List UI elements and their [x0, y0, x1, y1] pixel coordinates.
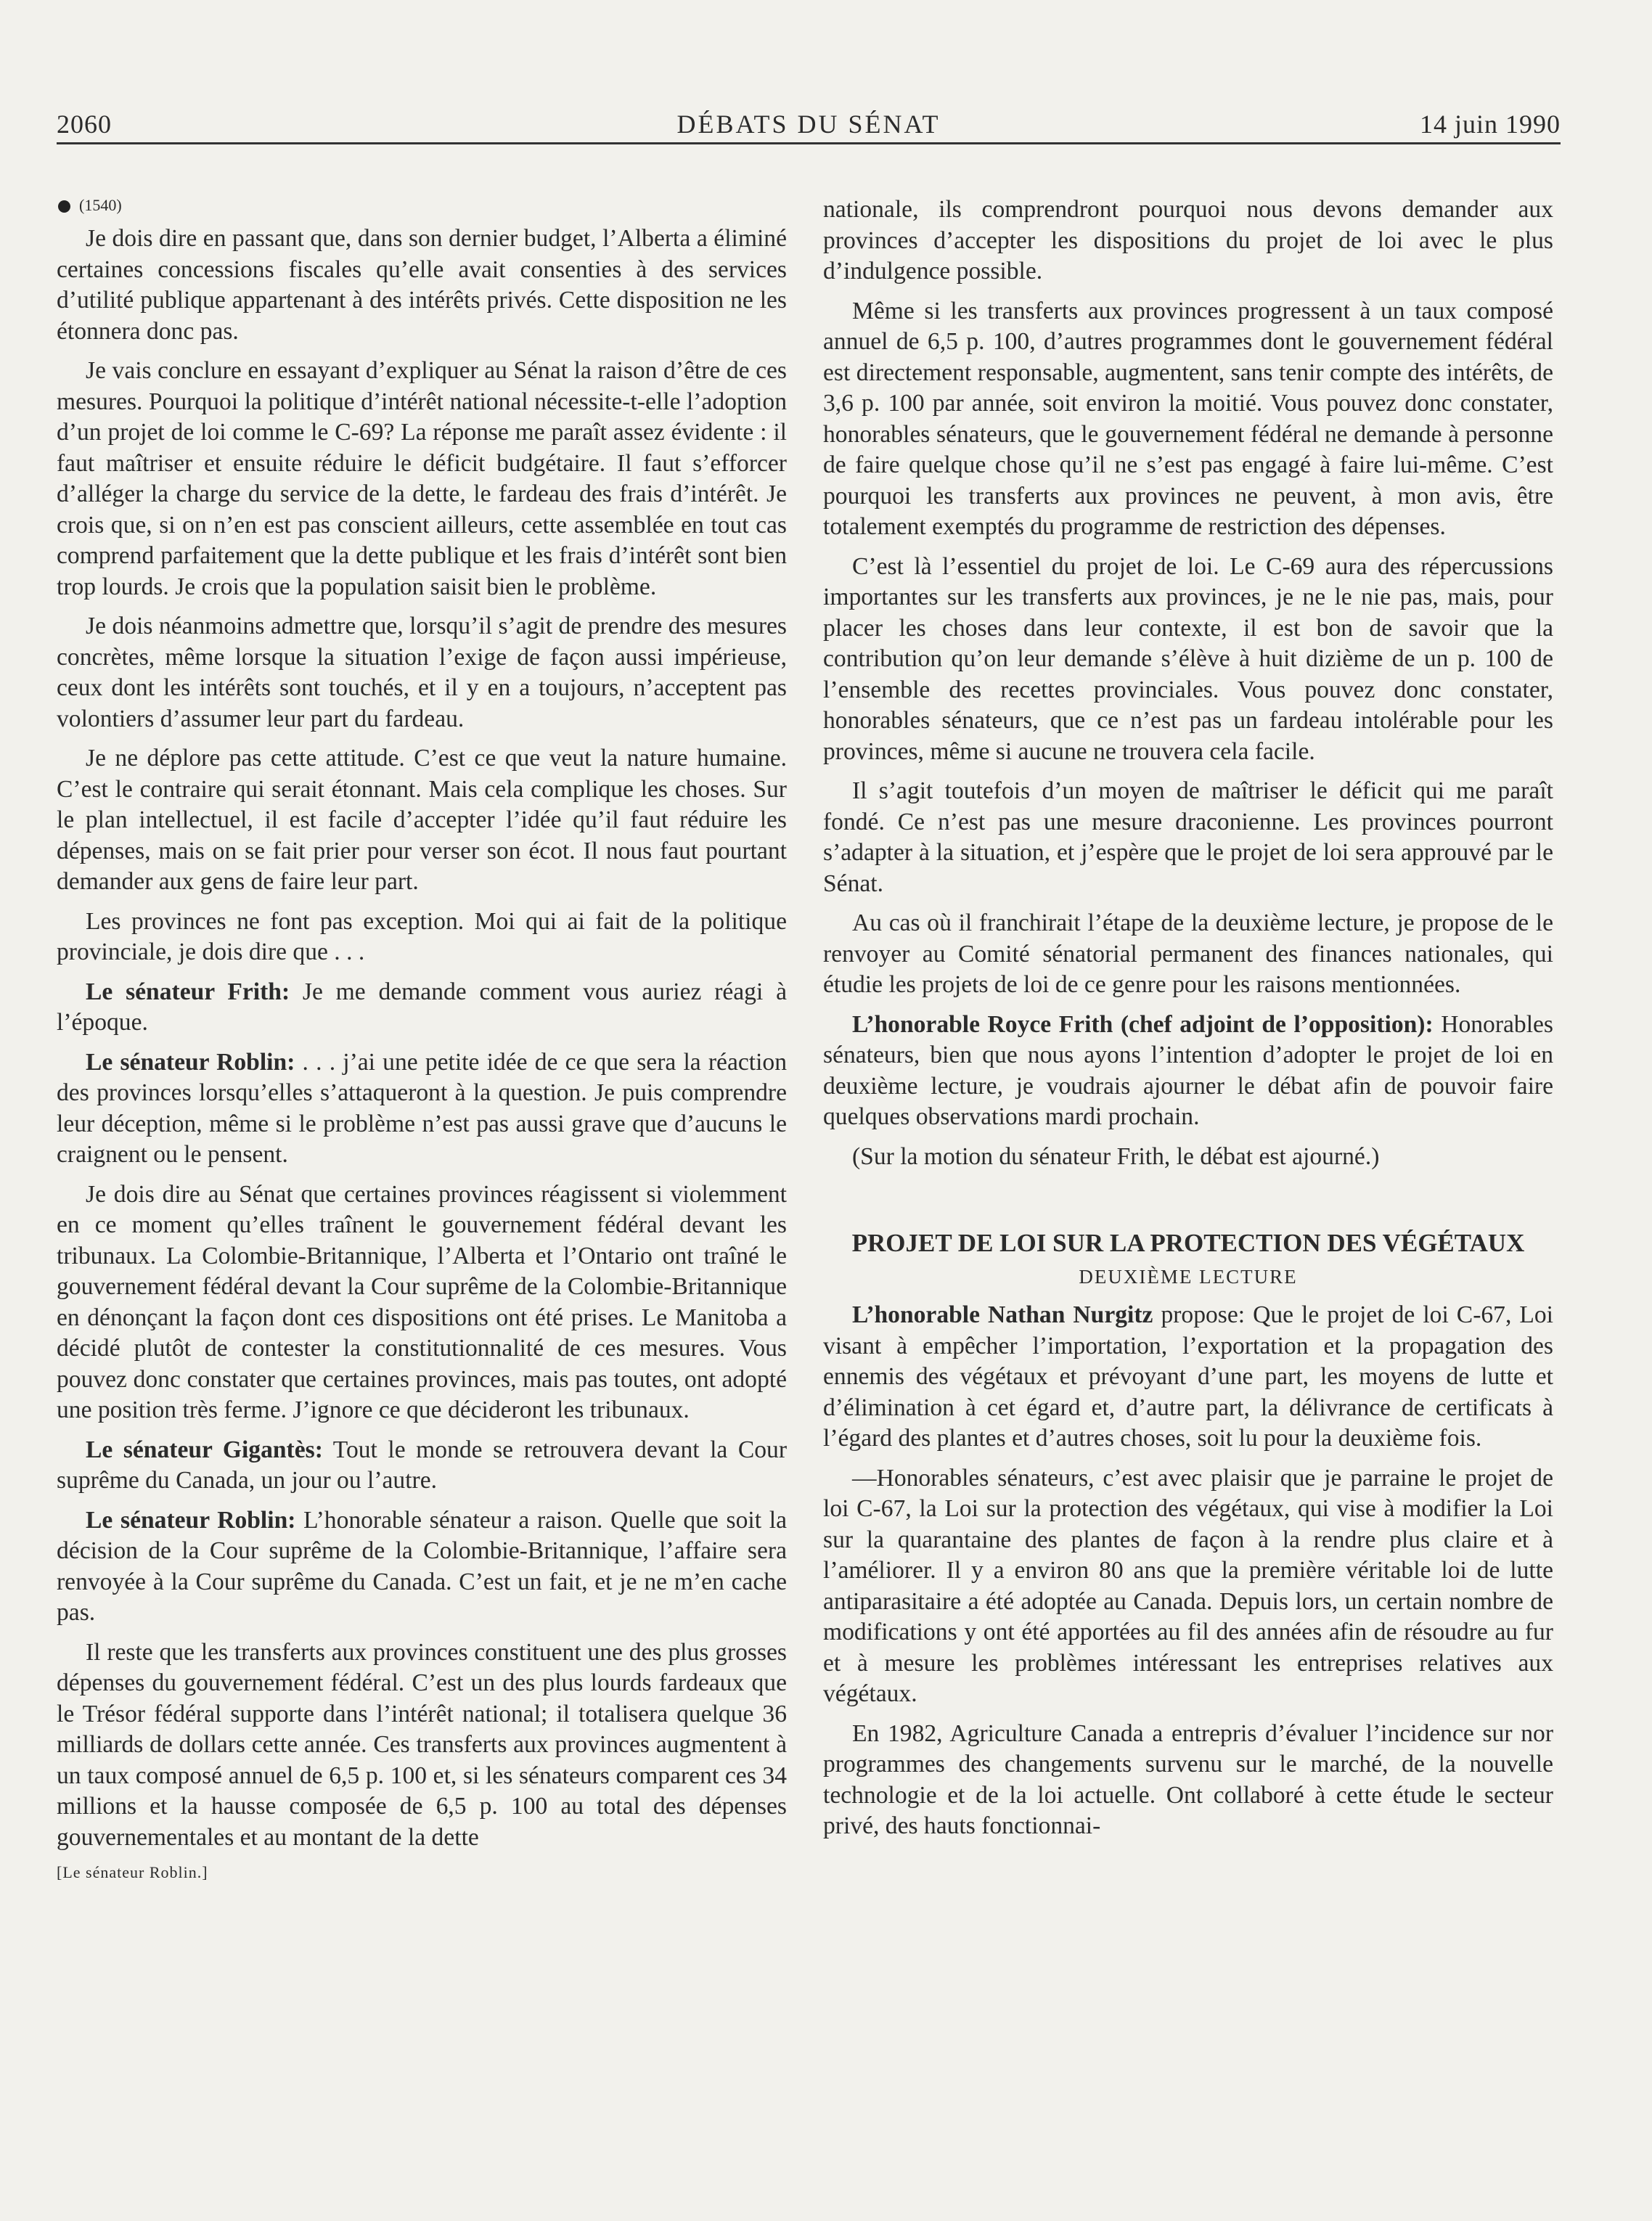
paragraph-text: Je vais conclure en essayant d’expliquer au Sénat la raison d’être de ces mesures. Pourquoi la politique d’intérêt national nécessite-t-elle l’adoption d’un projet de loi comme le C-69? La réponse me paraît assez évidente : il faut maîtriser et ensuite réduire le déficit budgétaire. Il faut s’efforcer d’alléger la charge du service de la dette, le fardeau des frais d’intérêt. Je crois que, si on n’en est pas conscient ailleurs, cette assemblée en tout cas comprend parfaitement que la dette publique et les frais d’intérêt sont bien trop lourds. Je crois que la population saisit bien le problème.	[57, 357, 787, 600]
paragraph	[57, 1637, 787, 1854]
paragraph-text: Même si les transferts aux provinces progressent à un taux composé annuel de 6,5 p. 100, d’autres programmes dont le gouvernement fédéral est directement responsable, augmentent, sans tenir compte des intérêts, de 3,6 p. 100 par année, soit environ la moitié. Vous pouvez donc constater, honorables sénateurs, que le gouvernement fédéral ne demande à personne de faire quelque chose qu’il ne s’est pas engagé à faire lui-même. C’est pourquoi les transferts aux provinces ne peuvent, à mon avis, être totalement exemptés du programme de restriction des dépenses.	[823, 297, 1553, 540]
paragraph-text: Je dois néanmoins admettre que, lorsqu’il s’agit de prendre des mesures concrètes, même lorsque la situation l’exige de façon aussi impérieuse, ceux dont les intérêts sont touchés, et il y en a toujours, n’acceptent pas volontiers d’assumer leur part du fardeau.	[57, 613, 787, 732]
paragraph-text: Au cas où il franchirait l’étape de la deuxième lecture, je propose de le renvoyer au Comité sénatorial permanent des finances nationales, qui étudie les projets de loi de ce genre pour les raisons mentionnées.	[823, 909, 1553, 998]
paragraph	[823, 296, 1553, 543]
paragraph	[57, 743, 787, 898]
speaker-name: Le sénateur Gigantès:	[86, 1436, 323, 1463]
paragraph	[57, 1505, 787, 1629]
paragraph	[57, 1435, 787, 1497]
speaker-name: Le sénateur Roblin:	[86, 1506, 296, 1534]
left-column	[57, 195, 787, 1883]
paragraph-text: Je dois dire en passant que, dans son dernier budget, l’Alberta a éliminé certaines concessions fiscales qu’elle avait consenties à des services d’utilité publique appartenant à des intérêts privés. Cette disposition ne les étonnera donc pas.	[57, 225, 787, 345]
paragraph	[823, 776, 1553, 899]
paragraph-text: C’est là l’essentiel du projet de loi. Le C-69 aura des répercussions importantes sur les transferts aux provinces, je ne le nie pas, mais, pour placer les choses dans leur contexte, il est bon de savoir que la contribution qu’on leur demande s’élève à huit dizième de un p. 100 de l’ensemble des recettes provinciales. Vous pouvez donc constater, honorables sénateurs, que ce n’est pas un fardeau intolérable pour les provinces, même si aucune ne trouvera cela facile.	[823, 552, 1553, 765]
speaker-name: Le sénateur Roblin:	[86, 1048, 295, 1076]
right-paragraphs-top	[823, 195, 1553, 1172]
paragraph-text: Il reste que les transferts aux provinces constituent une des plus grosses dépenses du gouvernement fédéral. C’est un des plus lourds fardeaux que le Trésor fédéral supporte dans l’intérêt national; il totalisera quelque 36 milliards de dollars cette année. Ces transferts aux provinces augmentent à un taux composé annuel de 6,5 p. 100 et, si les sénateurs comparent ces 34 millions et la hausse composée de 6,5 p. 100 au total des dépenses gouvernementales et au montant de la dette	[57, 1638, 787, 1851]
paragraph-text: En 1982, Agriculture Canada a entrepris d’évaluer l’incidence sur nor programmes des changements survenu sur le marché, de la nouvelle technologie et de la loi actuelle. Ont collaboré à cette étude le secteur privé, des hauts fonctionnai-	[823, 1719, 1553, 1839]
paragraph-text: Je me demande comment vous auriez réagi à l’époque.	[57, 978, 787, 1036]
paragraph-text: nationale, ils comprendront pourquoi nous devons demander aux provinces d’accepter les dispositions du projet de loi avec le plus d’indulgence possible.	[823, 196, 1553, 285]
paragraph	[57, 977, 787, 1039]
paragraph-text: (Sur la motion du sénateur Frith, le débat est ajourné.)	[852, 1142, 1380, 1170]
speaker-name: L’honorable Nathan Nurgitz	[852, 1301, 1153, 1328]
speaker-name: Le sénateur Frith:	[86, 978, 290, 1005]
section-subtitle: DEUXIÈME LECTURE	[1079, 1266, 1298, 1288]
paragraph	[823, 195, 1553, 287]
left-paragraphs	[57, 224, 787, 1853]
paragraph-text: . . . j’ai une petite idée de ce que sera la réaction des provinces lorsqu’elles s’attaqueront à la question. Je puis comprendre leur déception, même si le problème n’est pas aussi grave que d’aucuns le craignent ou le pensent.	[57, 1048, 787, 1168]
paragraph	[823, 552, 1553, 768]
paragraph-text: Tout le monde se retrouvera devant la Cour suprême du Canada, un jour ou l’autre.	[57, 1436, 787, 1494]
paragraph-text: —Honorables sénateurs, c’est avec plaisir que je parraine le projet de loi C-67, la Loi sur la protection des végétaux, qui vise à modifier la Loi sur la quarantaine des plantes de façon à la rendre plus claire et à l’améliorer. Il y a environ 80 ans que la première véritable loi de lutte antiparasitaire a été adoptée au Canada. Depuis lors, un certain nombre de modifications y ont été apportées au fil des années afin de résoudre au fur et à mesure les problèmes intéressant les entreprises relatives aux végétaux.	[823, 1464, 1553, 1707]
section-title: PROJET DE LOI SUR LA PROTECTION DES VÉGÉTAUX	[851, 1229, 1525, 1257]
paragraph-text: Je dois dire au Sénat que certaines provinces réagissent si violemment en ce moment qu’elles traînent le gouvernement fédéral devant les tribunaux. La Colombie-Britannique, l’Alberta et l’Ontario ont traîné le gouvernement fédéral devant la Cour suprême de la Colombie-Britannique en dénonçant la façon dont ces dispositions ont été prises. Le Manitoba a décidé plutôt de contester la constitutionnalité de ces mesures. Vous pouvez donc constater que certaines provinces, mais pas toutes, ont adopté une position très ferme. J’ignore ce que décideront les tribunaux.	[57, 1180, 787, 1423]
paragraph	[823, 1010, 1553, 1133]
right-paragraphs-bottom	[823, 1300, 1553, 1842]
page-date: 14 juin 1990	[1419, 110, 1561, 139]
paragraph-text: propose: Que le projet de loi C-67, Loi visant à empêcher l’importation, l’exportation et la propagation des ennemis des végétaux et prévoyant d’une part, les moyens de lutte et d’élimination à cet égard et, d’autre part, la délivrance de certificats à l’égard des plantes et d’autres choses, soit lu pour la deuxième fois.	[823, 1301, 1553, 1452]
running-title: DÉBATS DU SÉNAT	[676, 110, 941, 139]
right-column	[823, 195, 1553, 1851]
paragraph	[823, 1463, 1553, 1710]
paragraph	[57, 356, 787, 602]
paragraph-text: Honorables sénateurs, bien que nous ayons l’intention d’adopter le projet de loi en deuxième lecture, je voudrais ajourner le débat afin de pouvoir faire quelques observations mardi prochain.	[823, 1010, 1553, 1130]
paragraph-text: L’honorable sénateur a raison. Quelle que soit la décision de la Cour suprême de la Colombie-Britannique, l’affaire sera renvoyée à la Cour suprême du Canada. C’est un fait, et je ne m’en cache pas.	[57, 1506, 787, 1626]
paragraph	[823, 1142, 1553, 1173]
paragraph-text: Les provinces ne font pas exception. Moi qui ai fait de la politique provinciale, je dois dire que . . .	[57, 907, 787, 965]
paragraph	[57, 1179, 787, 1426]
paragraph	[823, 1719, 1553, 1842]
time-marker-label: (1540)	[79, 196, 122, 214]
speaker-name: L’honorable Royce Frith (chef adjoint de l’opposition):	[852, 1010, 1434, 1038]
paragraph-text: Je ne déplore pas cette attitude. C’est ce que veut la nature humaine. C’est le contraire qui serait étonnant. Mais cela complique les choses. Sur le plan intellectuel, il est facile d’accepter l’idée qu’il faut réduire les dépenses, mais on se fait prier pour verser son écot. Il nous faut pourtant demander aux gens de faire leur part.	[57, 745, 787, 895]
footnote: [Le sénateur Roblin.]	[57, 1863, 208, 1881]
page-number: 2060	[57, 110, 112, 139]
bullet-icon	[58, 200, 70, 213]
time-marker	[57, 195, 787, 216]
paragraph	[57, 611, 787, 735]
paragraph	[57, 907, 787, 968]
paragraph	[823, 908, 1553, 1001]
paragraph	[57, 224, 787, 347]
header-rule	[57, 142, 1561, 144]
paragraph-text: Il s’agit toutefois d’un moyen de maîtriser le déficit qui me paraît fondé. Ce n’est pas une mesure draconienne. Les provinces pourront s’adapter à la situation, et j’espère que le projet de loi sera approuvé par le Sénat.	[823, 777, 1553, 897]
paragraph	[57, 1047, 787, 1171]
paragraph	[823, 1300, 1553, 1455]
